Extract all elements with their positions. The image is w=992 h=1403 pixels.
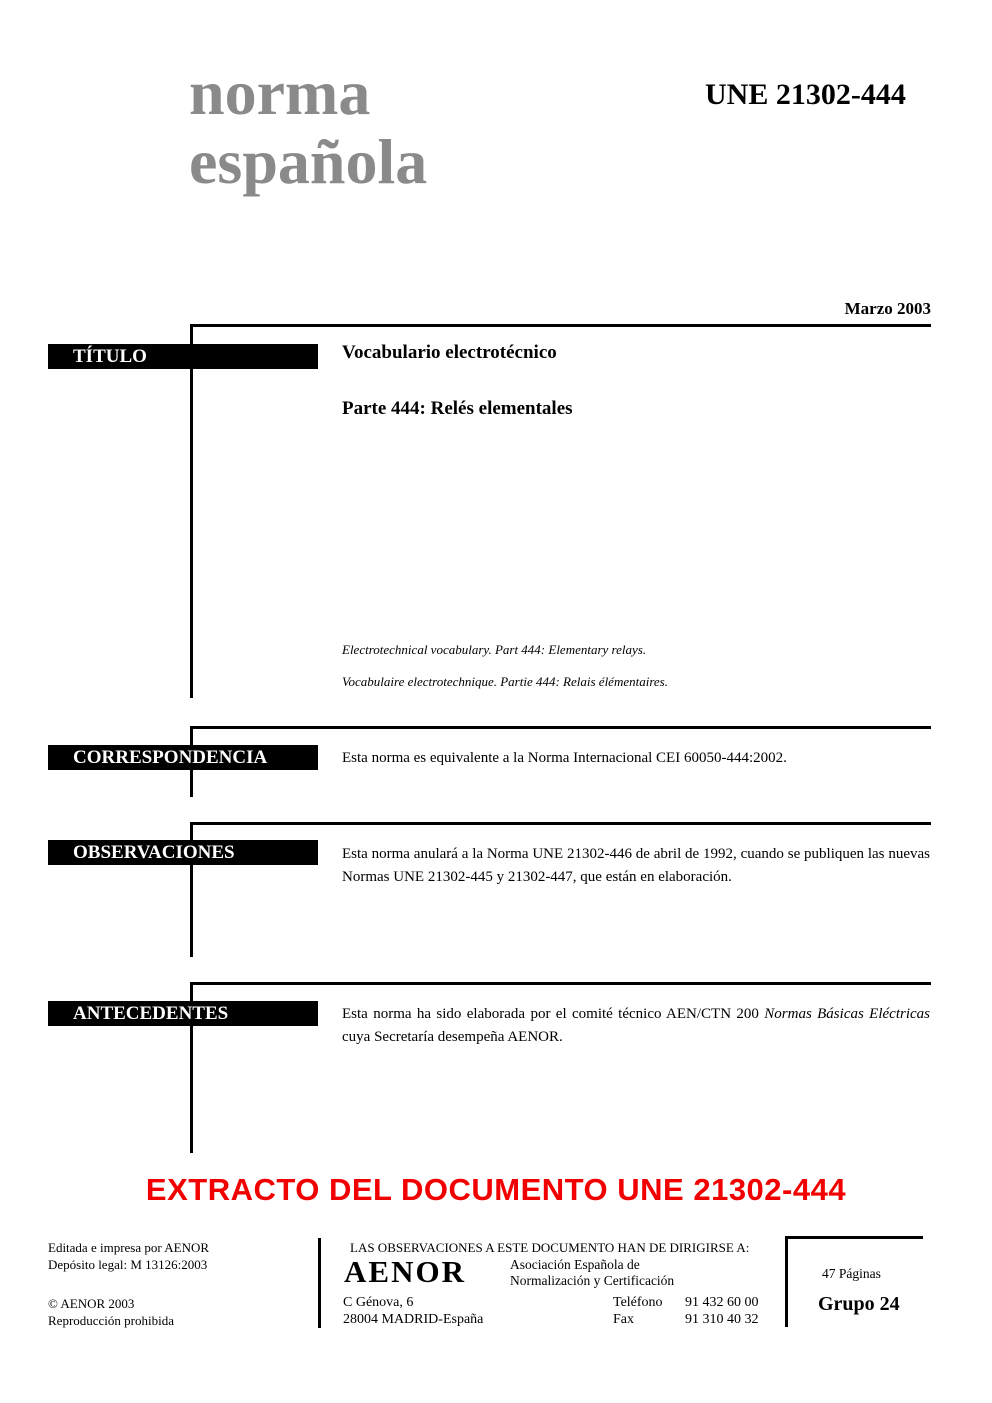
footer-deposit-line: Depósito legal: M 13126:2003 bbox=[48, 1257, 208, 1272]
title-line-1: Vocabulario electrotécnico bbox=[342, 342, 557, 363]
footer-city: 28004 MADRID-España bbox=[343, 1312, 484, 1327]
correspondencia-text: Esta norma es equivalente a la Norma Internacional CEI 60050-444:2002. bbox=[342, 750, 787, 766]
aenor-description-line-2: Normalización y Certificación bbox=[510, 1273, 675, 1288]
antecedentes-text-italic: Normas Básicas Eléctricas bbox=[764, 1006, 930, 1022]
footer-bracket-vertical bbox=[785, 1236, 788, 1327]
footer-publisher-line: Editada e impresa por AENOR bbox=[48, 1240, 210, 1255]
footer-address-block bbox=[343, 1294, 483, 1328]
title-french-translation: Vocabulaire electrotechnique. Partie 444: Relais élémentaires. bbox=[342, 674, 668, 689]
title-english-translation: Electrotechnical vocabulary. Part 444: Elementary relays. bbox=[342, 642, 647, 657]
footer-notice: LAS OBSERVACIONES A ESTE DOCUMENTO HAN DE DIRIGIRSE A: bbox=[350, 1240, 750, 1255]
publication-date: Marzo 2003 bbox=[844, 299, 931, 318]
titulo-label-box bbox=[48, 344, 318, 369]
observaciones-label: OBSERVACIONES bbox=[73, 842, 235, 863]
antecedentes-text-after: cuya Secretaría desempeña AENOR. bbox=[342, 1029, 563, 1045]
footer-contact-values bbox=[685, 1294, 759, 1328]
aenor-description bbox=[510, 1257, 674, 1289]
logo-line-2: española bbox=[189, 126, 428, 197]
correspondencia-top-rule bbox=[190, 726, 931, 729]
titulo-label: TÍTULO bbox=[73, 346, 147, 367]
antecedentes-text bbox=[342, 1003, 930, 1049]
phone-number: 91 432 60 00 bbox=[685, 1295, 759, 1310]
footer-contact-labels bbox=[613, 1294, 663, 1328]
antecedentes-label: ANTECEDENTES bbox=[73, 1003, 229, 1024]
footer-publisher-block bbox=[48, 1239, 209, 1273]
antecedentes-label-box bbox=[48, 1001, 318, 1026]
logo-line-1: norma bbox=[189, 57, 371, 128]
page-count: 47 Páginas bbox=[822, 1266, 881, 1281]
footer-reproduction-line: Reproducción prohibida bbox=[48, 1313, 174, 1328]
footer-copyright-line: © AENOR 2003 bbox=[48, 1296, 135, 1311]
norma-espanola-logo bbox=[189, 58, 427, 196]
titulo-vertical-line bbox=[190, 324, 193, 698]
antecedentes-top-rule bbox=[190, 982, 931, 985]
footer-street: C Génova, 6 bbox=[343, 1295, 414, 1310]
group-number: Grupo 24 bbox=[818, 1293, 900, 1315]
observaciones-label-box bbox=[48, 840, 318, 865]
extract-banner: EXTRACTO DEL DOCUMENTO UNE 21302-444 bbox=[145, 1172, 847, 1207]
footer-copyright-block bbox=[48, 1295, 174, 1329]
observaciones-text: Esta norma anulará a la Norma UNE 21302-446 de abril de 1992, cuando se publiquen las nuevas Normas UNE 21302-445 y 21302-447, que están en elaboración. bbox=[342, 846, 930, 885]
correspondencia-label-box bbox=[48, 745, 318, 770]
title-line-2: Parte 444: Relés elementales bbox=[342, 398, 573, 419]
correspondencia-label: CORRESPONDENCIA bbox=[73, 747, 268, 768]
phone-label: Teléfono bbox=[613, 1295, 663, 1310]
fax-number: 91 310 40 32 bbox=[685, 1312, 759, 1327]
document-number: UNE 21302-444 bbox=[705, 78, 906, 111]
aenor-description-line-1: Asociación Española de bbox=[510, 1257, 640, 1272]
aenor-logo-text: AENOR bbox=[344, 1254, 466, 1289]
footer-divider-line bbox=[318, 1238, 321, 1328]
observaciones-top-rule bbox=[190, 822, 931, 825]
fax-label: Fax bbox=[613, 1312, 634, 1327]
titulo-top-rule bbox=[190, 324, 931, 327]
antecedentes-text-before: Esta norma ha sido elaborada por el comité técnico AEN/CTN 200 bbox=[342, 1006, 765, 1022]
footer-bracket-horizontal bbox=[785, 1236, 923, 1239]
